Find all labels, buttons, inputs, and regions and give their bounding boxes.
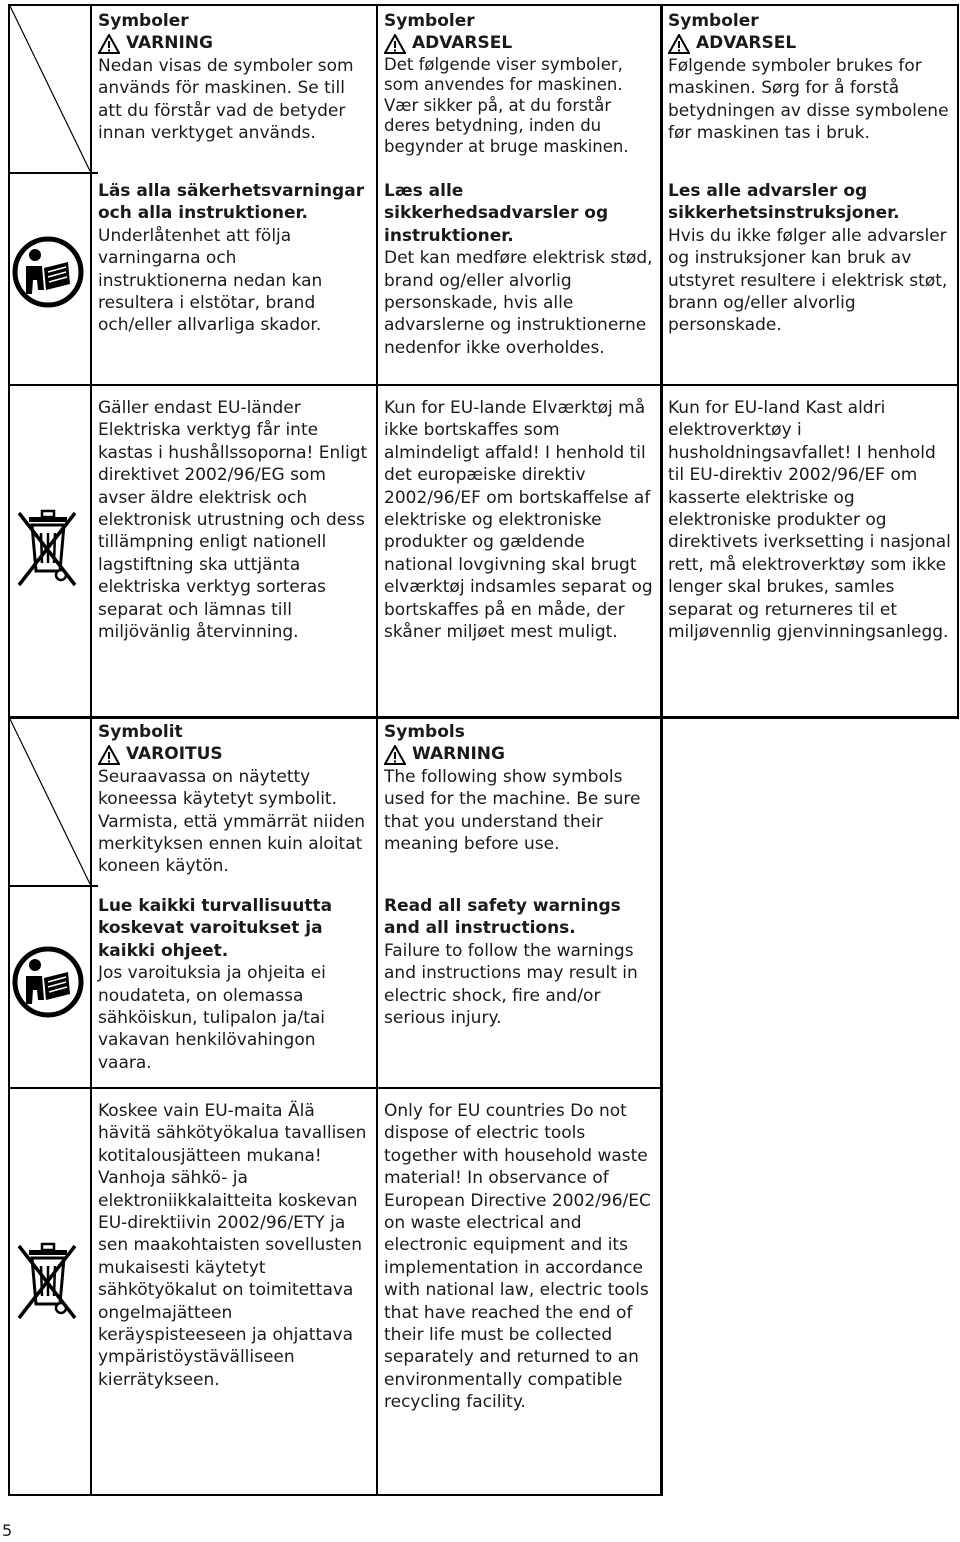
warning-triangle-icon [668,34,690,54]
read-instructions-heading: Lue kaikki turvallisuutta koskevat varoitukset ja kaikki ohjeet. [98,896,333,961]
danish-column [384,10,656,157]
warning-triangle-icon [98,34,120,54]
read-manual-icon [12,930,84,1035]
eu-disposal-text: Koskee vain EU-maita Älä hävitä sähkötyökalua tavallisen kotitalousjätteen mukana! Vanhoja sähkö- ja elektroniikkalaitteita koskevan EU-direktiivin 2002/96/ETY ja sen maakohtaisten sovellusten mukaisesti käytetyt sähkötyökalut on toimitettava ongelmajätteen keräyspisteeseen ja ohjattava ympäristöystävälliseen kierrätykseen. [98,1101,367,1390]
eu-disposal-text: Only for EU countries Do not dispose of electric tools together with household waste material! In observance of European Directive 2002/96/EC on waste electrical and electronic equipment and its implementation in accordance with national law, electric tools that have reached the end of their life must be collected separately and returned to an environmentally compatible recycling facility. [384,1101,651,1413]
read-instructions-text: Failure to follow the warnings and instructions may result in electric shock, fire and/or serious injury. [384,940,638,1029]
warning-line [98,32,370,54]
finnish-eu-cell [98,1100,370,1391]
warning-line [384,32,656,54]
intro-text: The following show symbols used for the machine. Be sure that you understand their meaning before use. [384,766,641,855]
section-heading: Symbolit [98,722,183,742]
warning-word: VAROITUS [126,744,223,765]
finnish-column [98,721,370,878]
english-column [384,721,656,855]
read-instructions-heading: Läs alla säkerhetsvarningar och alla instruktioner. [98,181,365,224]
section-heading: Symboler [98,11,189,31]
warning-triangle-icon [98,745,120,765]
warning-word: VARNING [126,33,213,54]
english-read-cell [384,895,656,1029]
eu-disposal-text: Gäller endast EU-länder Elektriska verktyg får inte kastas i hushållssoporna! Enligt direktivet 2002/96/EG som avser äldre elektrisk och elektronisk utrustning och dess tillämpning enligt nationell lagstiftning ska uttjänta elektriska verktyg sorteras separat och lämnas till miljövänlig återvinning. [98,398,368,643]
swedish-eu-cell [98,397,370,643]
warning-word: ADVARSEL [412,33,513,54]
eu-disposal-text: Kun for EU-land Kast aldri elektroverktøy i husholdningsavfallet! I henhold til EU-direktiv 2002/96/EF om kasserte elektriske og elektroniske produkter og direktivets iverksetting i nasjonal rett, må elektroverktøy som ikke lenger skal brukes, samles separat og returneres til et miljøvennlig gjenvinningsanlegg. [668,398,951,643]
read-instructions-text: Det kan medføre elektrisk stød, brand og/eller alvorlig personskade, hvis alle advarslerne og instruktionerne nedenfor ikke overholdes. [384,248,653,358]
swedish-column [98,10,370,144]
warning-line [668,32,953,54]
danish-read-cell [384,180,656,359]
intro-text: Nedan visas de symboler som används för maskinen. Se till att du förstår vad de betyder innan verktyget används. [98,55,354,144]
warning-triangle-icon [384,34,406,54]
read-manual-icon [12,220,84,325]
warning-word: ADVARSEL [696,33,797,54]
read-instructions-text: Underlåtenhet att följa varningarna och instruktionerna nedan kan resultera i elstötar, brand och/eller allvarliga skador. [98,225,323,336]
norwegian-column [668,10,953,144]
swedish-read-cell [98,180,368,337]
section-heading: Symboler [668,11,759,31]
read-instructions-heading: Read all safety warnings and all instructions. [384,896,621,939]
intro-text: Følgende symboler brukes for maskinen. Sørg for å forstå betydningen av disse symbolene før maskinen tas i bruk. [668,55,949,144]
eu-disposal-text: Kun for EU-lande Elværktøj må ikke bortskaffes som almindeligt affald! I henhold til det europæiske direktiv 2002/96/EF om bortskaffelse af elektriske og elektroniske produkter og gældende national lovgivning skal brugt elværktøj indsamles separat og bortskaffes på en måde, der skåner miljøet mest muligt. [384,398,653,643]
intro-text: Seuraavassa on näytetty koneessa käytetyt symbolit. Varmista, että ymmärrät niiden merkityksen ennen kuin aloitat koneen käytön. [98,766,366,877]
danish-eu-cell [384,397,656,643]
warning-line [98,743,370,765]
warning-line [384,743,656,765]
english-eu-cell [384,1100,656,1414]
read-instructions-text: Hvis du ikke følger alle advarsler og instruksjoner kan bruk av utstyret resultere i elektrisk støt, brann og/eller alvorlig personskade. [668,225,948,336]
section-heading: Symbols [384,722,465,742]
page-number: 5 [2,1521,13,1540]
warning-triangle-icon [384,745,406,765]
read-instructions-text: Jos varoituksia ja ohjeita ei noudateta, on olemassa sähköiskun, tulipalon ja/tai vakavan henkilövahingon vaara. [98,963,326,1073]
warning-word: WARNING [412,744,505,765]
finnish-read-cell [98,895,370,1074]
section-heading: Symboler [384,11,475,31]
norwegian-read-cell [668,180,956,337]
crossed-out-wheelie-bin-icon [15,1238,79,1323]
read-instructions-heading: Læs alle sikkerhedsadvarsler og instruktioner. [384,181,609,246]
read-instructions-heading: Les alle advarsler og sikkerhetsinstruksjoner. [668,181,900,224]
intro-text: Det følgende viser symboler, som anvendes for maskinen. Vær sikker på, at du forstår deres betydning, inden du begynder at bruge maskinen. [384,54,629,156]
crossed-out-wheelie-bin-icon [15,505,79,590]
norwegian-eu-cell [668,397,953,643]
